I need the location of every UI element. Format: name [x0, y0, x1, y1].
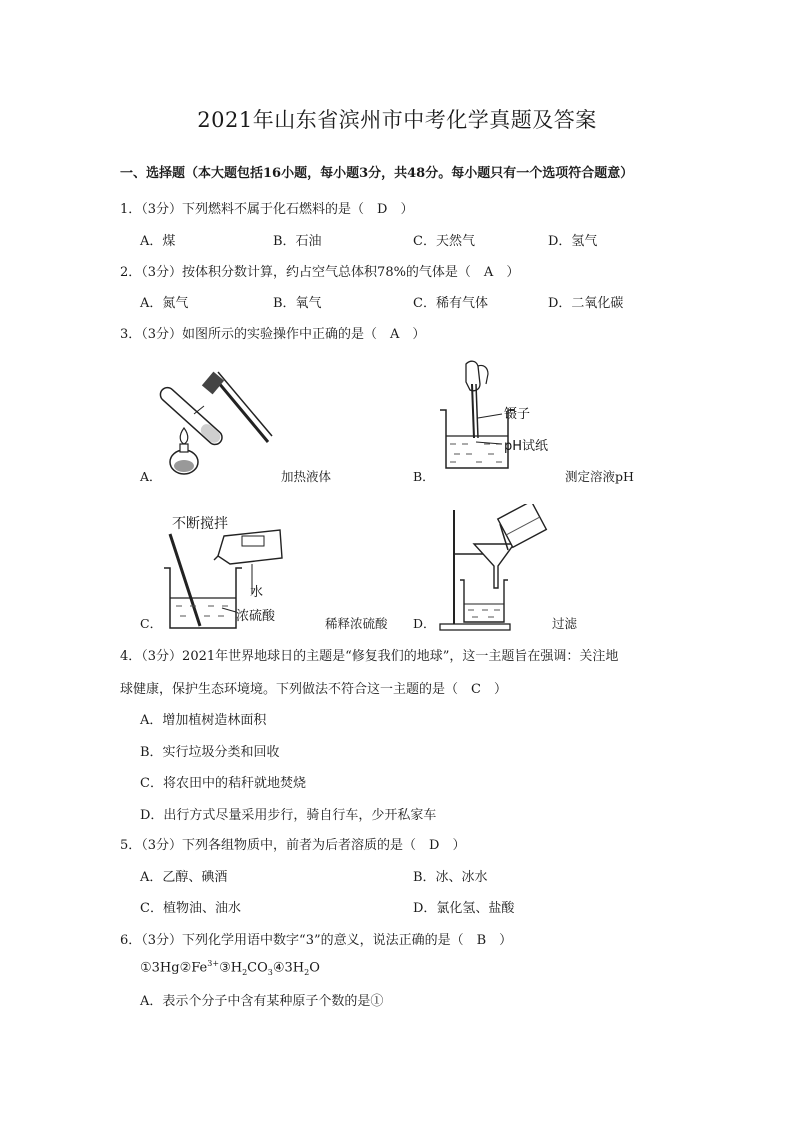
- q4-option-d: D．出行方式尽量采用步行，骑自行车，少开私家车: [140, 808, 437, 823]
- figure-filtration: [436, 504, 556, 632]
- question-4-stem-line2: 球健康，保护生态环境境。下列做法不符合这一主题的是（ C ）: [120, 682, 507, 697]
- question-6-stem: 6．（3分）下列化学用语中数字“3”的意义，说法正确的是（ B ）: [120, 933, 513, 948]
- q3-option-a-letter: A．: [140, 469, 162, 484]
- page-title: 2021年山东省滨州市中考化学真题及答案: [197, 108, 597, 132]
- q2-option-a: A．氮气: [140, 296, 189, 311]
- q1-option-d: D．氢气: [548, 234, 598, 249]
- q2-option-b: B．氧气: [273, 296, 322, 311]
- question-1-stem: 1．（3分）下列燃料不属于化石燃料的是（ D ）: [120, 202, 414, 217]
- q2-option-d: D．二氧化碳: [548, 296, 624, 311]
- q1-option-a: A．煤: [140, 234, 176, 249]
- label-conc-acid: 浓硫酸: [236, 609, 276, 624]
- label-ph-paper: pH试纸: [504, 439, 549, 454]
- section-heading: 一、选择题（本大题包括16小题，每小题3分，共48分。每小题只有一个选项符合题意）: [120, 166, 634, 181]
- q3-option-b-caption: 测定溶液pH: [565, 469, 634, 484]
- q1-option-b: B．石油: [273, 234, 322, 249]
- question-2-stem: 2．（3分）按体积分数计算，约占空气总体积78%的气体是（ A ）: [120, 265, 520, 280]
- q4-option-a: A．增加植树造林面积: [140, 713, 267, 728]
- question-3-stem: 3．（3分）如图所示的实验操作中正确的是（ A ）: [120, 327, 426, 342]
- label-keep-stirring: 不断搅拌: [172, 516, 228, 532]
- q6-formula-list: $①3Hg②Fe^{3+}③H_2CO_3④3H_2O$: [140, 959, 320, 977]
- label-water: 水: [250, 585, 264, 600]
- figure-dilute-acid: [158, 508, 298, 630]
- q2-option-c: C．稀有气体: [413, 296, 488, 311]
- q1-option-c: C．天然气: [413, 234, 475, 249]
- q3-option-d-letter: D．: [413, 616, 436, 631]
- q4-option-b: B．实行垃圾分类和回收: [140, 745, 280, 760]
- figure-heating-liquid: [158, 366, 278, 484]
- q4-option-c: C．将农田中的秸秆就地焚烧: [140, 776, 306, 791]
- q3-option-b-letter: B．: [413, 469, 435, 484]
- q5-option-a: A．乙醇、碘酒: [140, 870, 228, 885]
- question-4-stem-line1: 4．（3分）2021年世界地球日的主题是“修复我们的地球”，这一主题旨在强调：关注地: [120, 649, 619, 664]
- q5-option-d: D．氯化氢、盐酸: [413, 901, 515, 916]
- q3-option-d-caption: 过滤: [552, 616, 578, 631]
- q3-option-c-caption: 稀释浓硫酸: [325, 616, 388, 631]
- q5-option-c: C．植物油、油水: [140, 901, 241, 916]
- q3-option-c-letter: C．: [140, 616, 163, 631]
- q5-option-b: B．冰、冰水: [413, 870, 488, 885]
- q6-option-a: A．表示个分子中含有某种原子个数的是①: [140, 994, 384, 1009]
- label-tweezers: 镊子: [504, 407, 531, 422]
- question-5-stem: 5．（3分）下列各组物质中，前者为后者溶质的是（ D ）: [120, 838, 466, 853]
- figure-measure-ph: [436, 358, 552, 470]
- q3-option-a-caption: 加热液体: [281, 469, 332, 484]
